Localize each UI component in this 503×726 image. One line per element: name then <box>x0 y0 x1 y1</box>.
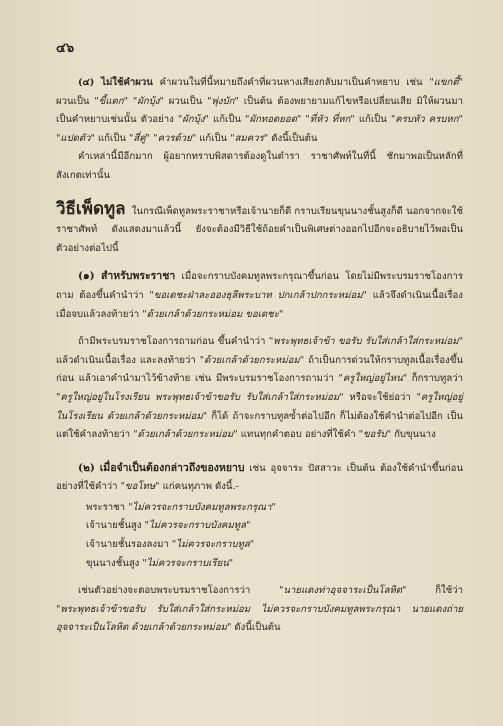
paragraph-2-example: เช่นตัวอย่างจะตอบพระบรมราชโองการว่า "นายแดงท่าอุจจาระเป็นโลหิต" ก็ใช้ว่า "พระพุทธเจ้าข้าขอรับ รับใส่เกล้าใส่กระหม่อม ไม่ควรจะกราบบังคมทูลพระกรุณา นายแดงถ่ายอุจจาระเป็นโลหิต ด้วยเกล้าด้วยกระหม่อม" ดังนี้เป็นต้น <box>56 585 463 634</box>
list-item: ขุนนางชั้นสูง "ไม่ควรจะกราบเรียน" <box>86 557 234 569</box>
page-number: ๔๖ <box>56 41 75 56</box>
list-item: เจ้านายชั้นสูง "ไม่ควรจะกราบบังคมทูล" <box>86 520 251 532</box>
item-number: (๑) <box>78 270 95 283</box>
item-number: (๒) <box>78 461 95 474</box>
item-heading: เมื่อจำเป็นต้องกล่าวถึงของหยาบ <box>99 461 245 474</box>
paragraph-4-note: คำเหล่านี้มีอีกมาก ผู้อยากทราบพิสดารต้องดูในตำรา ราชาศัพท์ในที่นี้ ชักมาพอเป็นหลักที่สังเกตเท่านั้น <box>56 151 463 181</box>
paragraph-2: (๒) เมื่อจำเป็นต้องกล่าวถึงของหยาบ เช่น อุจจาระ ปัสสาวะ เป็นต้น ต้องใช้คำนำขึ้นก่อน อย่างที่ใช้คำว่า "ขอโทษ" แก่คนทุภาพ ดังนี้.- <box>56 461 463 493</box>
item-number: (๔) <box>78 77 95 88</box>
section-intro: ในกรณีเพ็ดทูลพระราชาหรือเจ้านายก็ดี กราบเรียนขุนนางชั้นสูงก็ดี นอกจากจะใช้ราชาศัพท์ ดังแสดงมาแล้วนี้ ยังจะต้องมีวิธีใช้ถ้อยคำเป็นพิเศษต่างออกไปอีกจะอธิบายไว้พอเป็นตัวอย่างต่อไปนี้ <box>56 205 463 254</box>
example-list <box>86 499 463 573</box>
paragraph-4: (๔) ไม่ใช้คำผวน คำผวนในที่นี้หมายถึงคำที่ผวนหางเสียงกลับมาเป็นคำหยาบ เช่น "แขกตี้" ผวนเป็น "ขี้แตก" "ผักบุ้ง" ผวนเป็น "พุ่งบัก" เป็นต้น ต้องพยายามแก้ไขหรือเปลี่ยนเสีย มิให้ผวนมาเป็นคำหยาบเช่นนั้น ตัวอย่าง "ผักบุ้ง" แก้เป็น "ผักทอดยอด" "ที่หัว ที่หก" แก้เป็น "ครบหัว ครบหก" "แปดตัว" แก้เป็น "สี่คู่" "ควรด้วย" แก้เป็น "สมควร" ดังนี้เป็นต้น <box>56 77 463 144</box>
list-item: เจ้านายชั้นรองลงมา "ไม่ควรจะกราบทูล" <box>86 539 255 551</box>
paragraph-1-cont: ถ้ามีพระบรมราชโองการถามก่อน ขึ้นคำนำว่า "พระพุทธเจ้าข้า ขอรับ รับใส่เกล้าใส่กระหม่อม" แล้วดำเนินเนื้อเรื่อง และลงท้ายว่า "ด้วยเกล้าด้วยกระหม่อม" ถ้าเป็นการด่วนให้กราบทูลเนื้อเรื่องขึ้นก่อน แล้วเอาคำนำมาไว้ข้างท้าย เช่น มีพระบรมราชโองการถามว่า "ครูใหญ่อยู่ไหน" ก็กราบทูลว่า "ครูใหญ่อยู่ในโรงเรียน พระพุทธเจ้าข้าขอรับ รับใส่เกล้าใส่กระหม่อม" หรือจะใช้ย่อว่า "ครูใหญ่อยู่ในโรงเรียน ด้วยเกล้าด้วยกระหม่อม" ก็ได้ ถ้าจะกราบทูลซ้ำต่อไปอีก ก็ไม่ต้องใช้คำนำต่อไปอีก เป็นแต่ใช้คำลงท้ายว่า "ด้วยเกล้าด้วยกระหม่อม" แทนทุกคำตอบ อย่างที่ใช้คำ "ขอรับ" กับขุนนาง <box>56 336 463 441</box>
section-heading: วิธีเพ็ดทูล <box>56 198 126 219</box>
item-heading: ไม่ใช้คำผวน <box>101 77 153 88</box>
item-heading: สำหรับพระราชา <box>100 270 176 283</box>
list-item: พระราชา "ไม่ควรจะกราบบังคมทูลพระกรุณา" <box>86 501 276 513</box>
section-paragraph <box>56 200 463 259</box>
paragraph-1: (๑) สำหรับพระราชา เมื่อจะกราบบังคมทูลพระกรุณาขึ้นก่อน โดยไม่มีพระบรมราชโองการถาม ต้องขึ้นคำนำว่า "ขอเดชะฝ่าละอองธุลีพระบาท ปกเกล้าปกกระหม่อม" แล้วจึงดำเนินเนื้อเรื่อง เมื่อจบแล้วลงท้ายว่า "ด้วยเกล้าด้วยกระหม่อม ขอเดชะ" <box>56 270 463 320</box>
